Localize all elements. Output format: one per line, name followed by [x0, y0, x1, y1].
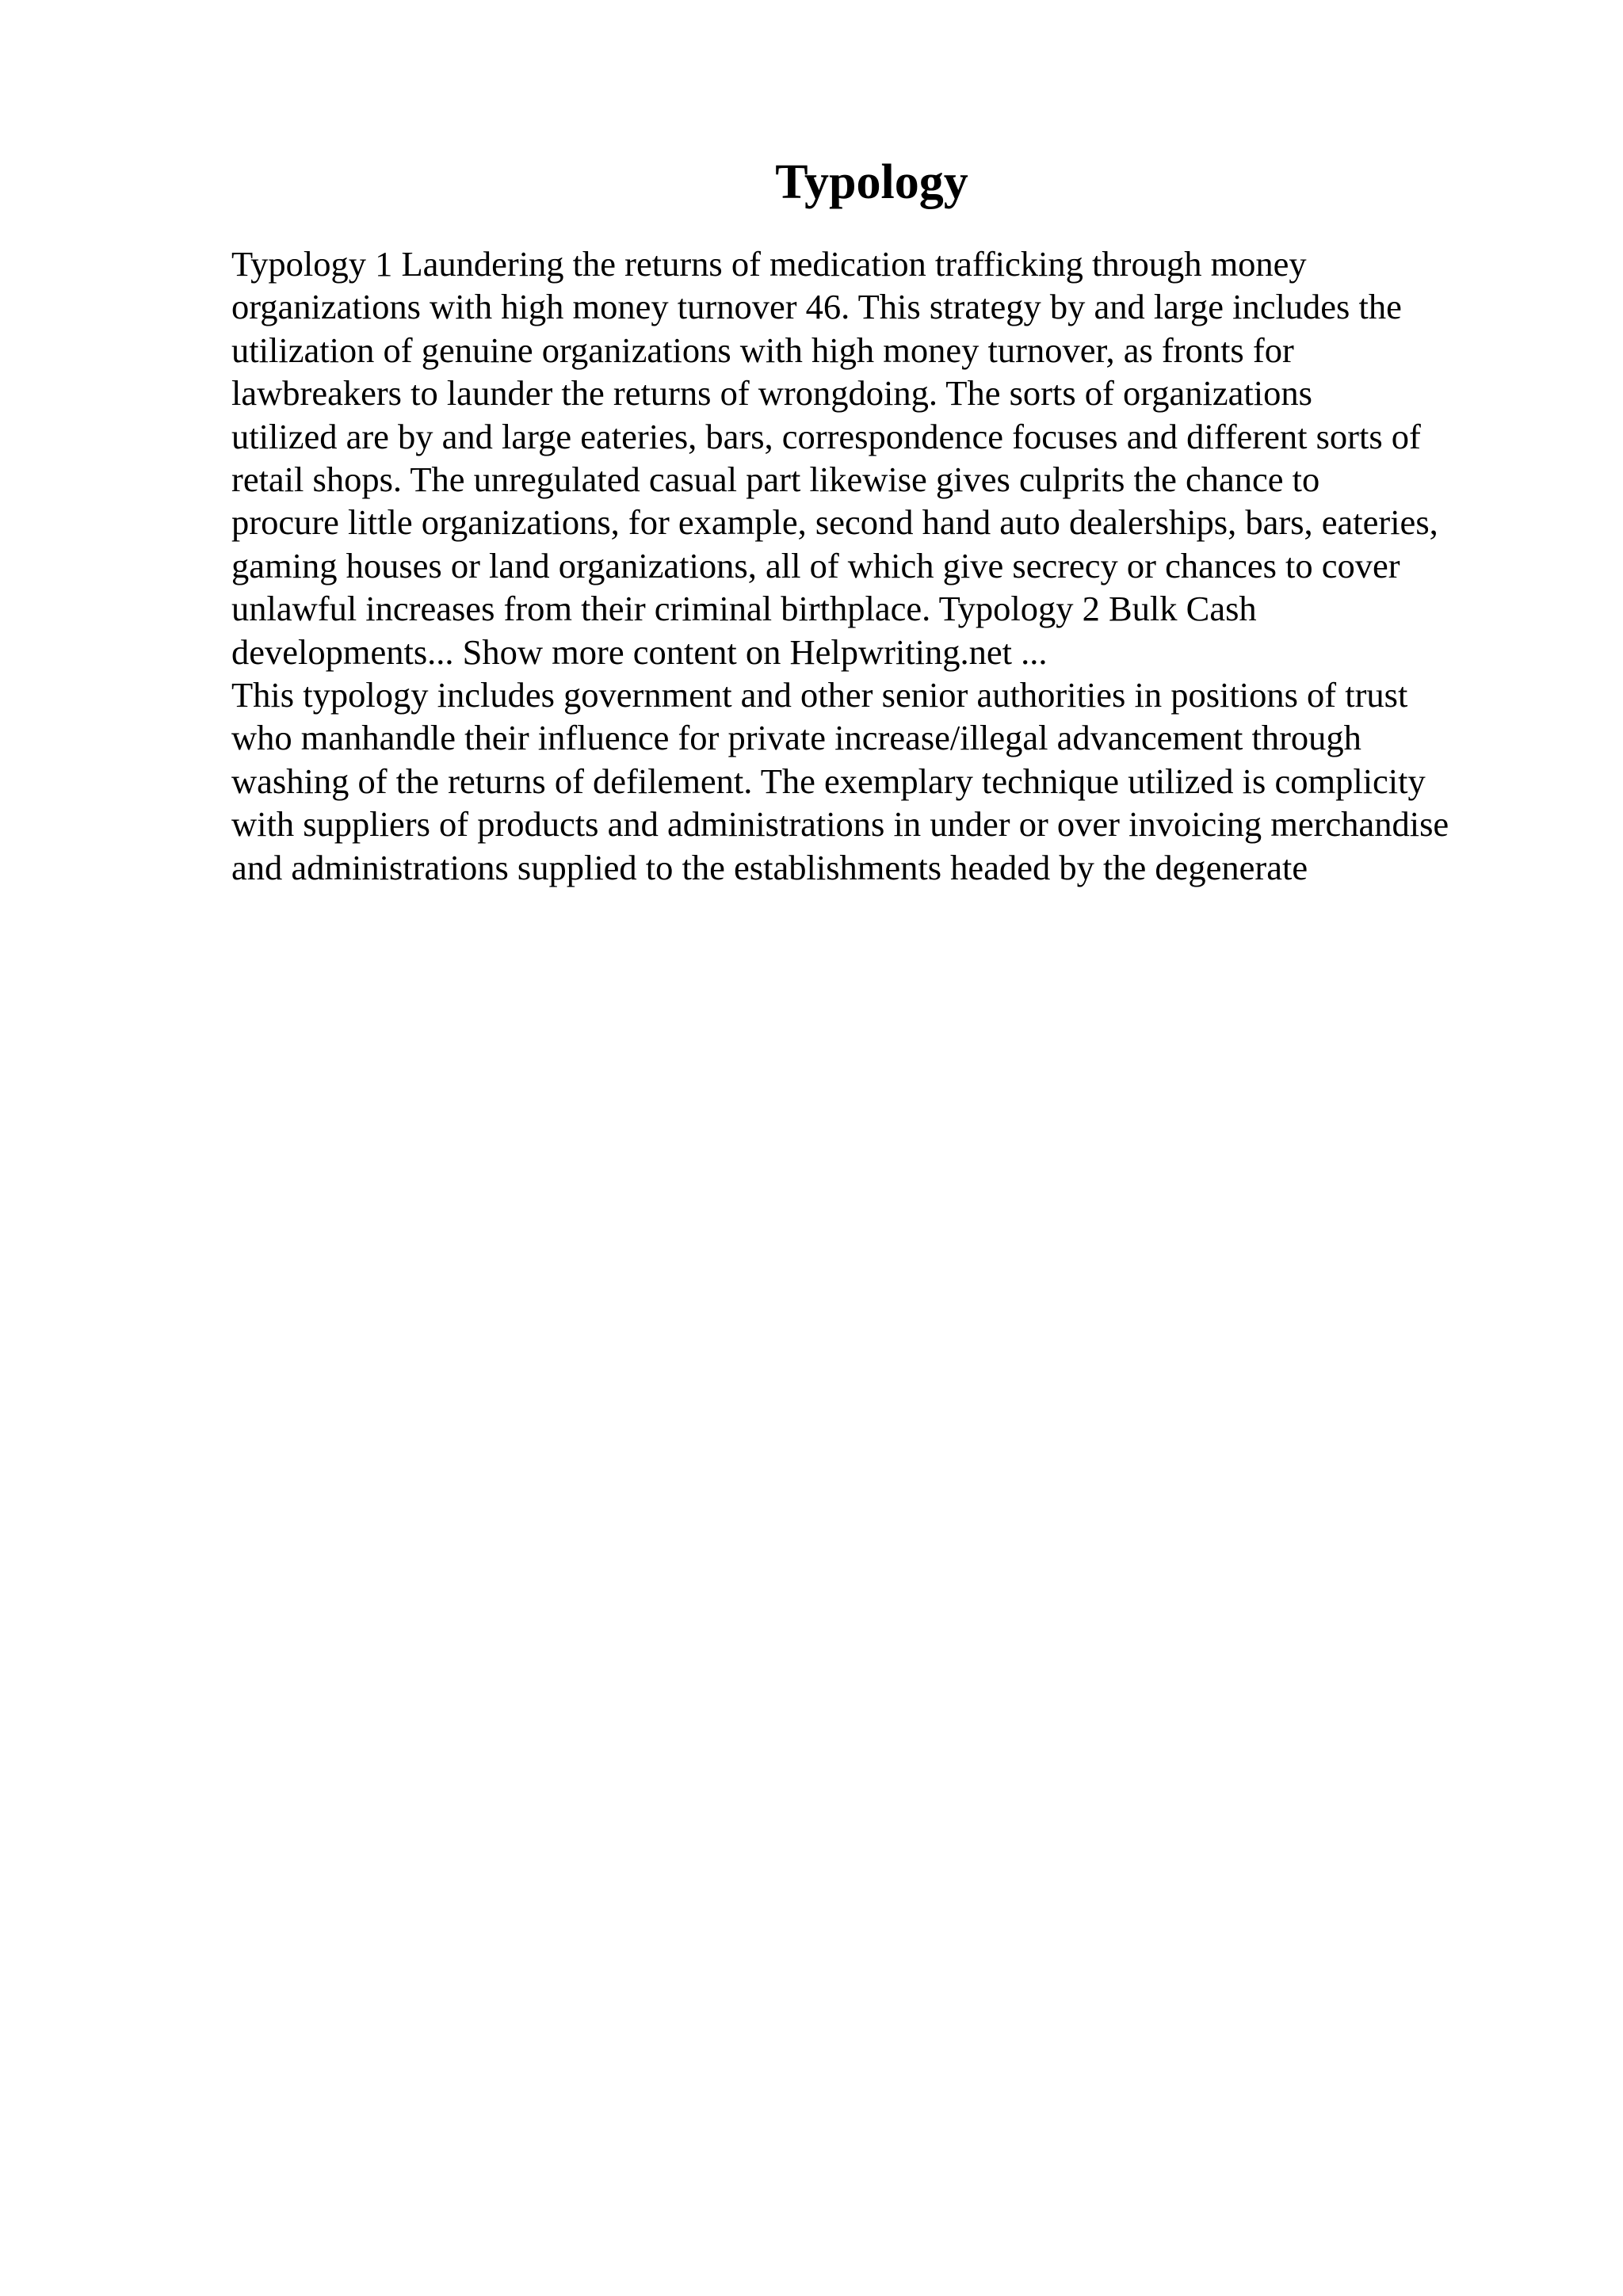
text-line: and administrations supplied to the establishments headed by the degenerate [231, 847, 1308, 887]
text-line: lawbreakers to launder the returns of wrongdoing. The sorts of organizations [231, 373, 1312, 414]
text-line: who manhandle their influence for private increase/illegal advancement through [231, 718, 1361, 758]
text-line: washing of the returns of defilement. The exemplary technique utilized is complicity [231, 761, 1426, 801]
text-line: utilized are by and large eateries, bars, correspondence focuses and different sorts of [231, 416, 1421, 456]
text-line: unlawful increases from their criminal birthplace. Typology 2 Bulk Cash [231, 589, 1257, 629]
text-line: utilization of genuine organizations with high money turnover, as fronts for [231, 330, 1294, 370]
text-line: This typology includes government and other senior authorities in positions of trust [231, 675, 1408, 715]
page-title: Typology [775, 155, 968, 209]
text-line: developments... Show more content on Helpwriting.net ... [231, 631, 1048, 672]
text-line: gaming houses or land organizations, all of which give secrecy or chances to cover [231, 545, 1400, 585]
paragraph-1 [231, 242, 1515, 673]
text-line: organizations with high money turnover 46. This strategy by and large includes the [231, 287, 1402, 327]
text-line: with suppliers of products and administrations in under or over invoicing merchandise [231, 804, 1449, 845]
text-line: retail shops. The unregulated casual part likewise gives culprits the chance to [231, 460, 1320, 500]
text-line: procure little organizations, for example, second hand auto dealerships, bars, eateries, [231, 502, 1438, 543]
text-line: Typology 1 Laundering the returns of medication trafficking through money [231, 244, 1307, 284]
document-body [231, 242, 1515, 889]
paragraph-2 [231, 673, 1515, 889]
